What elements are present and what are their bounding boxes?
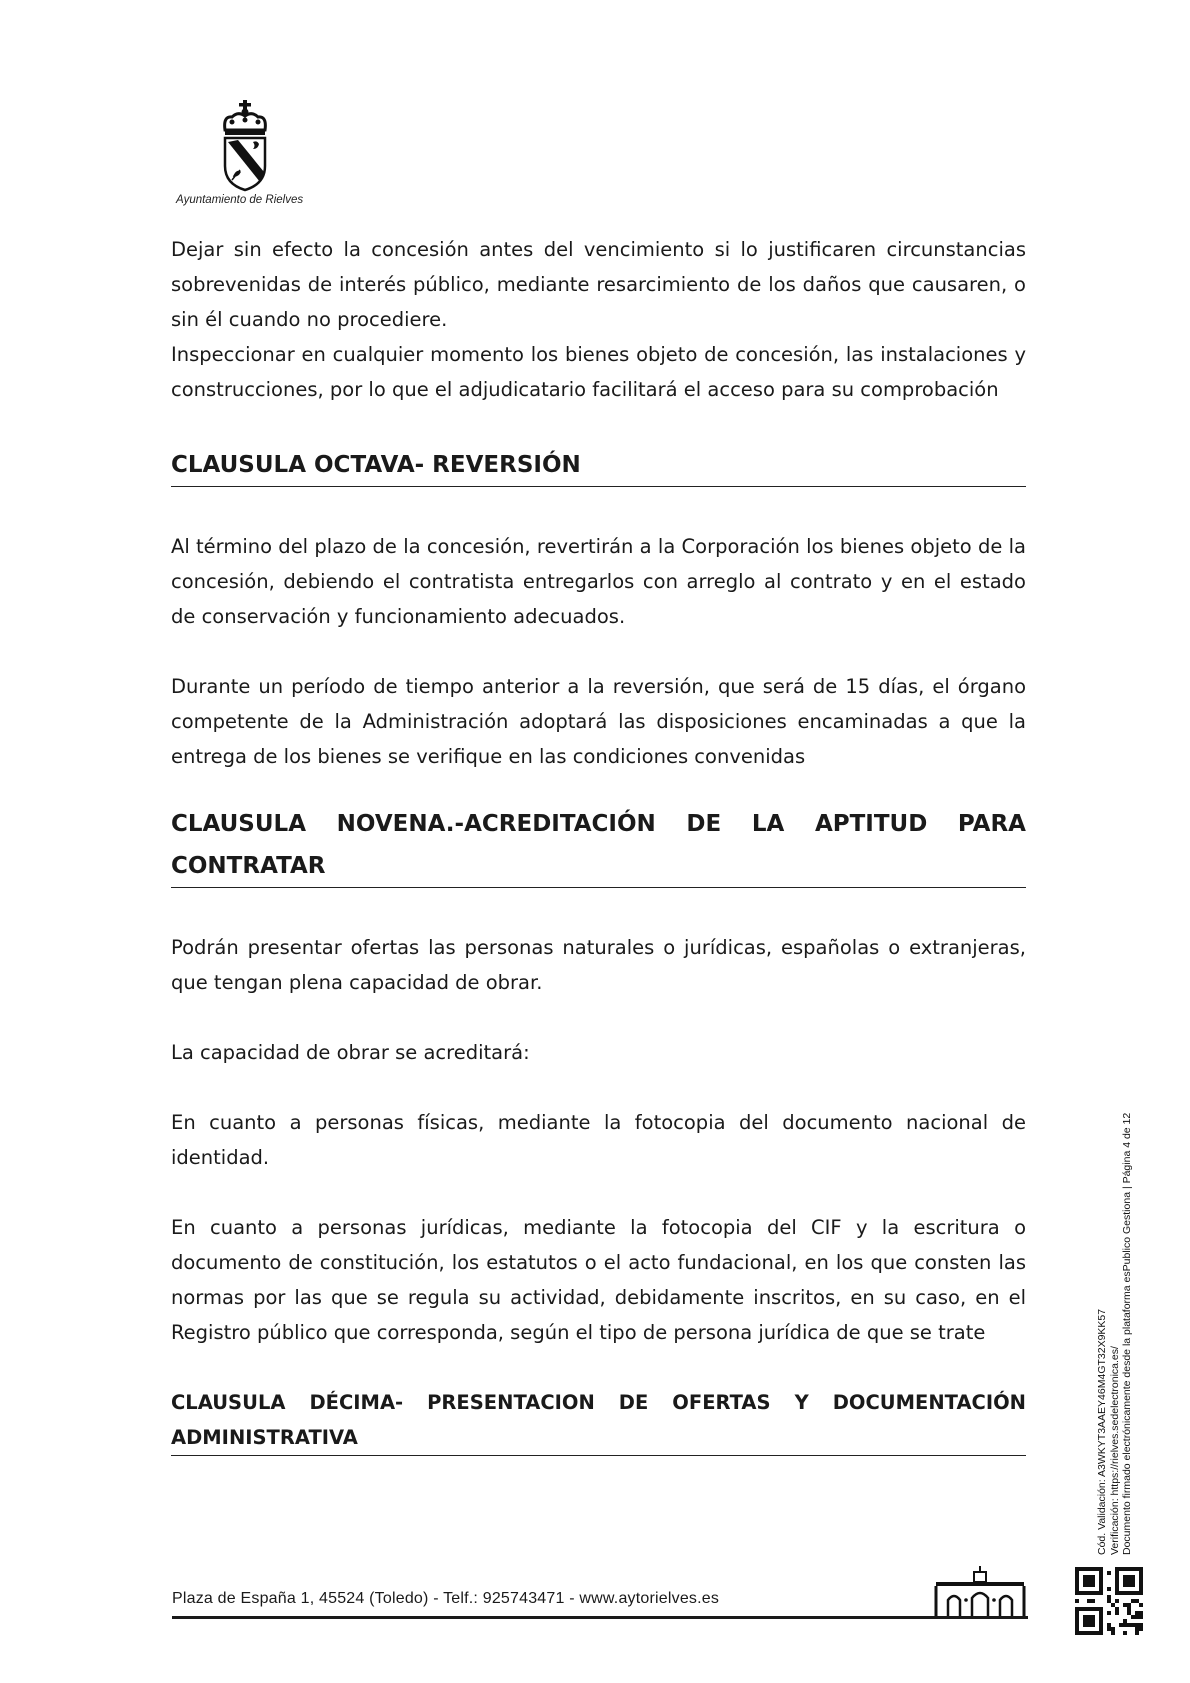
section-heading: CLAUSULA DÉCIMA- PRESENTACION DE OFERTAS Y DOCUMENTACIÓN ADMINISTRATIVA [171,1385,1026,1456]
validation-code: Cód. Validación: A3WKYT3AAEY46M4GT32X9KK57 [1096,1308,1108,1555]
logo-caption: Ayuntamiento de Rielves [176,194,304,206]
paragraph: Inspeccionar en cualquier momento los bienes objeto de concesión, las instalaciones y construcciones, por lo que el adjudicatario facilitará el acceso para su comprobación [171,343,1026,401]
signature-note: Documento firmado electrónicamente desde la plataforma esPublico Gestiona | Página 4 de 12 [1121,1112,1133,1555]
paragraph: Durante un período de tiempo anterior a la reversión, que será de 15 días, el órgano competente de la Administración adoptará las disposiciones encaminadas a que la entrega de los bienes se verifique en las condiciones convenidas [171,675,1026,768]
paragraph: En cuanto a personas jurídicas, mediante la fotocopia del CIF y la escritura o documento de constitución, los estatutos o el acto fundacional, en los que consten las normas por las que se regula su actividad, debidamente inscritos, en su caso, en el Registro público que corresponda, según el tipo de persona jurídica de que se trate [171,1216,1026,1344]
section-heading: CLAUSULA OCTAVA- REVERSIÓN [171,444,1026,487]
verification-sidebar [1096,1055,1134,1555]
paragraph: Al término del plazo de la concesión, revertirán a la Corporación los bienes objeto de la concesión, debiendo el contratista entregarlos con arreglo al contrato y en el estado de conservación y funcionamiento adecuados. [171,535,1026,628]
qr-code-icon [1075,1567,1143,1635]
paragraph: En cuanto a personas físicas, mediante la fotocopia del documento nacional de identidad. [171,1111,1026,1169]
header-logo [176,100,316,206]
verification-url[interactable]: Verificación: https://rielves.sedelectronica.es/ [1108,1346,1121,1555]
paragraph: La capacidad de obrar se acreditará: [171,1041,530,1064]
footer-address: Plaza de España 1, 45524 (Toledo) - Telf.: 925743471 - www.aytorielves.es [172,1590,720,1607]
footer-rule [172,1616,1028,1619]
section-heading: CLAUSULA NOVENA.-ACREDITACIÓN DE LA APTITUD PARA CONTRATAR [171,803,1026,888]
page-footer [172,1590,1028,1626]
paragraph: Podrán presentar ofertas las personas naturales o jurídicas, españolas o extranjeras, que tengan plena capacidad de obrar. [171,936,1026,994]
paragraph: Dejar sin efecto la concesión antes del vencimiento si lo justificaren circunstancias sobrevenidas de interés público, mediante resarcimiento de los daños que causaren, o sin él cuando no procediere. [171,238,1026,331]
town-hall-icon [934,1564,1026,1616]
coat-of-arms-icon [220,100,270,192]
document-body [171,232,1026,1456]
